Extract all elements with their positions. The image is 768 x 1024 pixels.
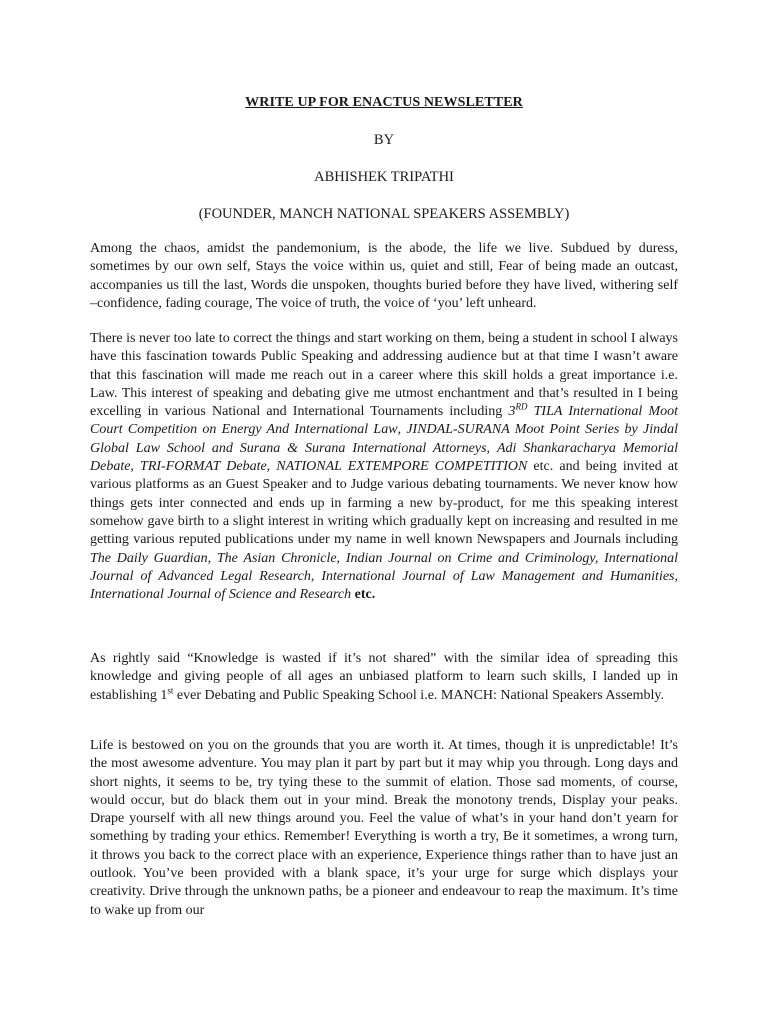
document-page (90, 0, 678, 1024)
paragraph-4-text: Life is bestowed on you on the grounds that you are worth it. At times, though it is unpredictable! It’s the most awesome adventure. You may plan it part by part but it may whip you through. Long days and short nights, it seems to be, try tying these to the summit of elation. Those sad moments, of course, would occur, but do black them out in your mind. Break the monotony trends, Display your peaks. Drape yourself with all new things around you. Feel the value of what’s in your hand don’t yearn for something by trading your ethics. Remember! Everything is worth a try, Be it sometimes, a wrong turn, it throws you back to the correct place with an experience, Experience things rather than to have just an outlook. You’ve been provided with a blank space, it’s your urge for surge which displays your creativity. Drive through the unknown paths, be a pioneer and endeavour to reap the maximum. It’s time to wake up from our (90, 738, 678, 918)
separator-1: , (397, 422, 407, 438)
paragraph-4 (90, 737, 678, 920)
publication-etc: etc. (351, 587, 376, 603)
paragraph-2-intro: There is never too late to correct the things and start working on them, being a student in school I always have this fascination towards Public Speaking and addressing audience but at that time I wasn’t aware that this fascination will made me reach out in a career where this skill holds a great importance i.e. Law. This interest of speaking and debating give me utmost enchantment and that’s resulted in I being excelling in various National and International Tournaments including (90, 331, 678, 420)
paragraph-1-text: Among the chaos, amidst the pandemonium, is the abode, the life we live. Subdued by duress, sometimes by our own self, Stays the voice within us, quiet and still, Fear of being made an outcast, accompanies us till the last, Words die unspoken, thoughts buried before they have lived, withering self –confidence, fading courage, The voice of truth, the voice of ‘you’ left unheard. (90, 241, 678, 311)
author-role: (FOUNDER, MANCH NATIONAL SPEAKERS ASSEMBLY) (198, 206, 570, 222)
event-jindal-surana: JINDAL-SURANA Moot Point Series by Jindal Global Law School and Surana & Surana International Attorneys (90, 422, 678, 456)
event-ordinal: 3 (508, 404, 516, 420)
byline-label: BY (373, 132, 395, 148)
event-ordinal-suffix: RD (515, 401, 528, 412)
paragraph-3 (90, 650, 678, 705)
paragraph-1 (90, 240, 678, 313)
event-tila: TILA International Moot Court Competition on Energy And International Law (90, 404, 679, 438)
paragraph-2 (90, 330, 678, 604)
paragraph-3-after: ever Debating and Public Speaking School i.e. MANCH: National Speakers Assembly. (173, 687, 664, 703)
publication-list: The Daily Guardian, The Asian Chronicle, Indian Journal on Crime and Criminology, International Journal of Advanced Legal Research, International Journal of Law Management and Humanities, International Journal of Science and Research (90, 550, 678, 603)
paragraph-2-middle: etc. and being invited at various platforms as an Guest Speaker and to Judge various debating tournaments. We never know how things gets inter connected and ends up in farming a new by-product, for me this speaking interest somehow gave birth to a slight interest in writing which gradually kept on increasing and resulted in me getting various reputed publications under my name in well known Newspapers and Journals including (90, 459, 678, 548)
separator-2: , (486, 440, 497, 456)
author-name: ABHISHEK TRIPATHI (314, 169, 454, 185)
paragraph-3-before: As rightly said “Knowledge is wasted if it’s not shared” with the similar idea of spreading this knowledge and giving people of all ages an unbiased platform to learn such skills, I landed up in establishing 1 (90, 651, 678, 703)
ordinal-suffix: st (167, 684, 174, 695)
event-debates: Adi Shankaracharya Memorial Debate, TRI-FORMAT Debate, NATIONAL EXTEMPORE COMPETITION (90, 440, 678, 475)
document-title: WRITE UP FOR ENACTUS NEWSLETTER (245, 95, 523, 110)
